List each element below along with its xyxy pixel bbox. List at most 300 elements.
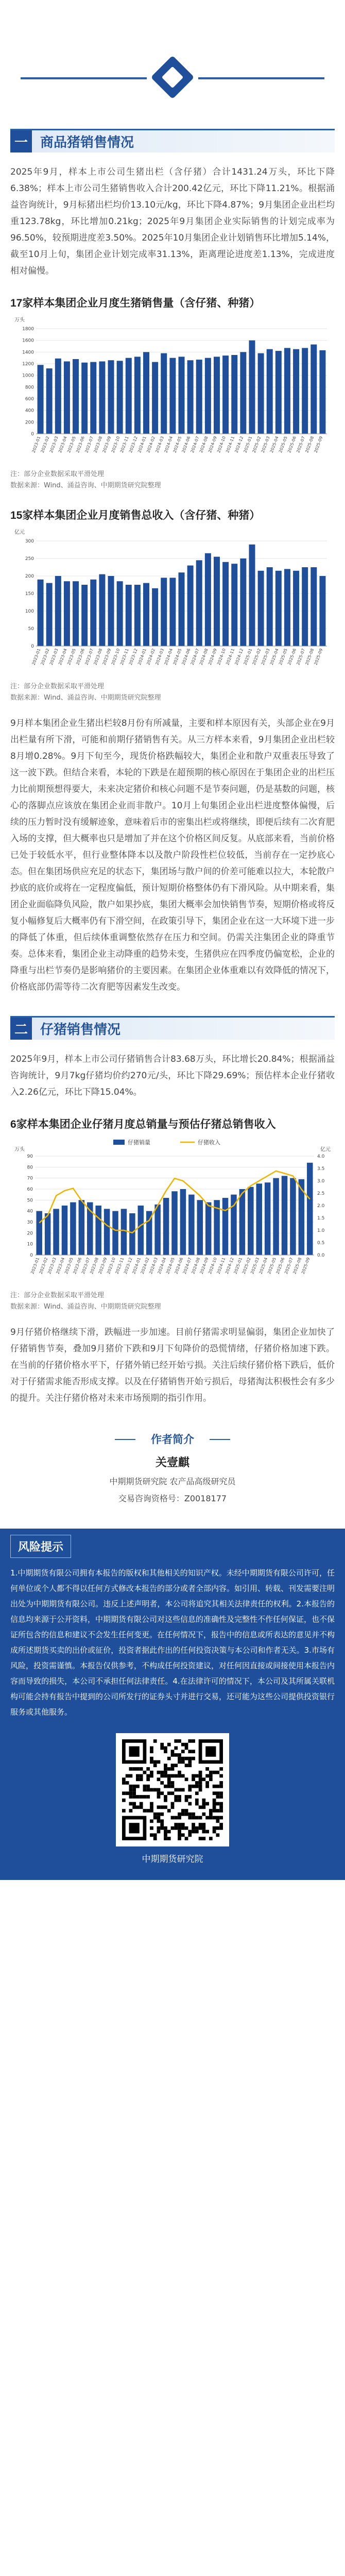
header-banner xyxy=(0,0,345,118)
qr-module xyxy=(132,1785,136,1788)
bar xyxy=(108,360,114,434)
y-tick-label: 800 xyxy=(25,385,34,391)
qr-module xyxy=(202,1826,205,1830)
qr-module xyxy=(213,1809,216,1812)
qr-module xyxy=(171,1753,175,1757)
bar xyxy=(205,358,211,434)
qr-module xyxy=(140,1795,143,1799)
qr-module xyxy=(171,1750,175,1753)
qr-module xyxy=(150,1819,153,1823)
bar xyxy=(99,574,105,646)
bar-volume xyxy=(222,1198,228,1255)
qr-module xyxy=(146,1788,150,1792)
x-tick-label: 2024-10 xyxy=(216,648,227,666)
bar xyxy=(126,585,132,646)
qr-module xyxy=(199,1837,202,1840)
qr-module xyxy=(136,1805,140,1809)
x-tick-label: 2024-02 xyxy=(146,435,157,454)
x-tick-label: 2024-07 xyxy=(189,648,200,666)
author-box xyxy=(0,1431,345,1504)
x-tick-label: 2025-01 xyxy=(243,435,253,454)
author-affiliation: 中期期货研究院 农产品高级研究员 xyxy=(109,1477,236,1486)
bar xyxy=(302,567,308,646)
qr-module xyxy=(178,1833,181,1837)
author-name: 关壹麒 xyxy=(155,1456,189,1469)
author-license: 交易咨询资格号：Z0018177 xyxy=(118,1494,227,1503)
x-tick-label: 2025-05 xyxy=(267,1257,277,1275)
qr-module xyxy=(167,1830,171,1834)
bar-volume xyxy=(197,1200,203,1255)
qr-module xyxy=(188,1812,192,1816)
bar xyxy=(46,368,53,434)
bar-volume xyxy=(205,1202,211,1255)
y-tick-label: 250 xyxy=(25,556,34,562)
x-tick-label: 2023-06 xyxy=(72,1257,83,1275)
bar-volume xyxy=(129,1213,135,1255)
qr-module xyxy=(178,1739,181,1743)
x-tick-label: 2025-09 xyxy=(313,648,324,666)
qr-module xyxy=(129,1809,133,1812)
bar-volume xyxy=(299,1179,304,1255)
bar xyxy=(143,352,149,434)
qr-module xyxy=(199,1774,202,1778)
section1-paragraph-1: 2025年9月，样本上市公司生猪出栏（含仔猪）合计1431.24万头，环比下降6.38%；样本上市公司生猪销售收入合计200.42亿元，环比下降11.21%。根据涌益咨询统计，9月标猪出栏均价13.10元/kg，环比下降4.87%；9月集团企业出栏均重123.78kg，环比增加0.21kg；2025年9月集团企业实际销售的计划完成率为96.50%，较预期进度差3.50%。2025年10月集团企业计划销售环比增加5.14%，截至10月上旬，集团企业计划完成率31.13%，距离理论进度差1.13%，完成进度相对偏慢。 xyxy=(10,167,335,276)
y2-tick-label: 1.0 xyxy=(317,1228,325,1233)
qr-code[interactable] xyxy=(116,1733,229,1846)
y2-tick-label: 1.5 xyxy=(317,1216,325,1221)
bar-volume xyxy=(290,1178,296,1255)
x-tick-label: 2023-09 xyxy=(101,648,112,666)
x-tick-label: 2025-01 xyxy=(233,1257,244,1275)
x-tick-label: 2025-05 xyxy=(278,648,288,666)
x-tick-label: 2023-12 xyxy=(128,435,139,454)
bar xyxy=(38,365,44,434)
qr-module xyxy=(178,1760,181,1764)
x-tick-label: 2024-07 xyxy=(189,435,200,454)
qr-module xyxy=(140,1777,143,1781)
qr-module xyxy=(185,1795,188,1799)
qr-module xyxy=(185,1812,188,1816)
qr-module xyxy=(213,1771,216,1774)
qr-module xyxy=(213,1816,216,1820)
qr-module xyxy=(164,1771,167,1774)
chart2-svg xyxy=(10,527,335,681)
qr-module xyxy=(143,1788,147,1792)
y-tick-label: 200 xyxy=(25,420,34,426)
qr-module xyxy=(178,1823,181,1826)
bar-volume xyxy=(154,1205,160,1255)
qr-module xyxy=(178,1837,181,1840)
qr-module xyxy=(199,1826,202,1830)
x-tick-label: 2024-05 xyxy=(165,1257,176,1275)
qr-module xyxy=(178,1826,181,1830)
qr-module xyxy=(132,1788,136,1792)
qr-module xyxy=(188,1816,192,1820)
x-tick-label: 2024-10 xyxy=(208,1257,218,1275)
bar xyxy=(55,576,61,646)
qr-module xyxy=(164,1830,167,1834)
section2-paragraph-1: 2025年9月，样本上市公司仔猪销售合计83.68万头，环比增长20.84%；根据涌益咨询统计，9月7kg仔猪均价约270元/头，环比下降29.69%；预估样本企业仔猪收入2.26亿元，环比下降15.04%。 xyxy=(10,1054,335,1097)
qr-module xyxy=(146,1777,150,1781)
y-tick-label: 0 xyxy=(31,644,34,649)
qr-module xyxy=(153,1833,157,1837)
x-tick-label: 2024-04 xyxy=(157,1257,167,1275)
bar xyxy=(319,576,325,646)
x-tick-label: 2023-01 xyxy=(31,648,42,666)
qr-module xyxy=(199,1788,202,1792)
x-tick-label: 2025-06 xyxy=(287,435,297,454)
bar xyxy=(267,349,273,434)
x-tick-label: 2023-11 xyxy=(119,648,130,666)
bar xyxy=(108,576,114,646)
qr-module xyxy=(209,1812,213,1816)
qr-module xyxy=(178,1774,181,1778)
qr-module xyxy=(192,1750,195,1753)
bar-volume xyxy=(265,1182,270,1255)
qr-module xyxy=(171,1781,175,1785)
qr-module xyxy=(153,1788,157,1792)
risk-disclosure xyxy=(0,1529,345,1880)
chart3-title: 6家样本集团企业仔猪月度总销量与预估仔猪总销售收入 xyxy=(10,1118,276,1130)
qr-module xyxy=(195,1774,199,1778)
qr-module xyxy=(181,1750,185,1753)
x-tick-label: 2024-01 xyxy=(137,648,147,666)
qr-module xyxy=(157,1771,161,1774)
x-tick-label: 2025-07 xyxy=(283,1257,294,1275)
bar xyxy=(179,572,185,646)
section2-number: 二 xyxy=(10,1018,32,1040)
bar xyxy=(222,355,229,434)
qr-module xyxy=(202,1805,205,1809)
qr-module xyxy=(129,1795,133,1799)
qr-module xyxy=(188,1833,192,1837)
qr-module xyxy=(160,1771,164,1774)
bar xyxy=(81,585,88,646)
qr-module xyxy=(122,1791,126,1795)
qr-module xyxy=(199,1777,202,1781)
qr-module xyxy=(129,1767,133,1771)
x-tick-label: 2025-06 xyxy=(275,1257,286,1275)
qr-module xyxy=(164,1774,167,1778)
chart1-source: 数据来源：Wind、涌益咨询、中期期货研究院整理 xyxy=(10,482,161,489)
chart2-block xyxy=(10,507,335,704)
qr-module xyxy=(129,1774,133,1778)
bar xyxy=(249,341,255,434)
qr-module xyxy=(129,1785,133,1788)
qr-module xyxy=(157,1830,161,1834)
y-tick-label: 100 xyxy=(25,609,34,614)
bar-volume xyxy=(79,1200,84,1255)
bar-volume xyxy=(62,1206,67,1255)
qr-module xyxy=(157,1788,161,1792)
bar xyxy=(293,349,299,434)
x-tick-label: 2023-05 xyxy=(63,1257,74,1275)
bar-volume xyxy=(112,1211,118,1255)
chart1-svg xyxy=(10,314,335,469)
x-tick-label: 2025-03 xyxy=(260,648,271,666)
qr-module xyxy=(213,1791,216,1795)
qr-module xyxy=(192,1812,195,1816)
x-tick-label: 2024-10 xyxy=(216,435,227,454)
x-tick-label: 2025-07 xyxy=(296,435,306,454)
qr-module xyxy=(160,1747,164,1750)
bar xyxy=(231,355,237,434)
bar xyxy=(205,553,211,646)
qr-module xyxy=(153,1764,157,1767)
x-tick-label: 2023-03 xyxy=(48,435,59,454)
qr-module xyxy=(153,1812,157,1816)
x-tick-label: 2025-04 xyxy=(258,1257,269,1275)
bar xyxy=(64,581,70,646)
y-tick-label: 40 xyxy=(27,1209,33,1214)
qr-module xyxy=(195,1791,199,1795)
qr-module xyxy=(178,1795,181,1799)
bar xyxy=(90,580,96,646)
qr-module xyxy=(132,1791,136,1795)
qr-module xyxy=(188,1785,192,1788)
bar xyxy=(46,583,53,646)
chart3-svg xyxy=(10,1136,335,1290)
qr-module xyxy=(178,1788,181,1792)
qr-module xyxy=(157,1795,161,1799)
qr-code-icon xyxy=(122,1739,223,1840)
x-tick-label: 2023-11 xyxy=(119,435,130,454)
bar xyxy=(231,564,237,646)
chart3-source: 数据来源：Wind、涌益咨询、中期期货研究院整理 xyxy=(10,1303,161,1311)
bar xyxy=(161,353,167,434)
qr-module xyxy=(185,1764,188,1767)
bar-volume xyxy=(282,1176,287,1255)
chart2-title: 15家样本集团企业月度销售总收入（含仔猪、种猪） xyxy=(10,510,261,521)
qr-module xyxy=(202,1830,205,1834)
x-tick-label: 2024-04 xyxy=(163,648,174,666)
x-tick-label: 2023-11 xyxy=(114,1257,125,1275)
y2-tick-label: 3.0 xyxy=(317,1179,325,1184)
y-tick-label: 0 xyxy=(31,432,34,437)
qr-module xyxy=(192,1739,195,1743)
x-tick-label: 2023-04 xyxy=(55,1257,66,1275)
qr-module xyxy=(146,1767,150,1771)
qr-module xyxy=(174,1816,178,1820)
x-tick-label: 2025-02 xyxy=(251,435,262,454)
qr-module xyxy=(178,1830,181,1834)
bar-volume xyxy=(180,1189,186,1255)
bar-volume xyxy=(163,1198,169,1255)
qr-module xyxy=(129,1788,133,1792)
x-tick-label: 2023-12 xyxy=(128,648,139,666)
qr-module xyxy=(150,1747,153,1750)
qr-module xyxy=(205,1830,209,1834)
qr-module xyxy=(132,1767,136,1771)
qr-module xyxy=(167,1774,171,1778)
bar xyxy=(196,360,202,434)
qr-module xyxy=(171,1764,175,1767)
x-tick-label: 2024-11 xyxy=(225,648,236,666)
bar xyxy=(284,569,290,646)
qr-module xyxy=(192,1777,195,1781)
x-tick-label: 2023-08 xyxy=(93,648,104,666)
bar xyxy=(152,588,158,646)
bar-volume xyxy=(188,1195,194,1255)
qr-module xyxy=(192,1757,195,1760)
qr-module xyxy=(140,1767,143,1771)
qr-module xyxy=(140,1802,143,1806)
x-tick-label: 2025-02 xyxy=(251,648,262,666)
bar xyxy=(64,361,70,434)
qr-module xyxy=(192,1830,195,1834)
bar xyxy=(73,359,79,434)
y2-tick-label: 4.0 xyxy=(317,1154,325,1159)
bar xyxy=(196,560,202,646)
qr-module xyxy=(150,1788,153,1792)
qr-module xyxy=(171,1785,175,1788)
qr-module xyxy=(202,1837,205,1840)
bar xyxy=(55,359,61,434)
qr-module xyxy=(219,1767,223,1771)
bar-volume xyxy=(239,1189,245,1255)
x-tick-label: 2025-08 xyxy=(304,435,315,454)
qr-module xyxy=(216,1816,219,1820)
bar xyxy=(310,567,317,646)
y-tick-label: 1600 xyxy=(22,338,34,344)
legend-volume-swatch xyxy=(113,1140,125,1145)
qr-module xyxy=(216,1771,219,1774)
qr-module xyxy=(157,1791,161,1795)
qr-module xyxy=(171,1767,175,1771)
qr-module xyxy=(188,1802,192,1806)
qr-module xyxy=(174,1823,178,1826)
bar xyxy=(240,352,246,434)
x-tick-label: 2024-06 xyxy=(181,648,192,666)
qr-module xyxy=(185,1826,188,1830)
qr-module xyxy=(143,1795,147,1799)
qr-module xyxy=(205,1767,209,1771)
bar xyxy=(302,348,308,434)
x-tick-label: 2025-09 xyxy=(313,435,324,454)
x-tick-label: 2025-09 xyxy=(300,1257,311,1275)
qr-module xyxy=(181,1833,185,1837)
bar xyxy=(161,578,167,646)
bar xyxy=(214,357,220,434)
qr-module xyxy=(174,1799,178,1802)
qr-module xyxy=(185,1837,188,1840)
qr-module xyxy=(136,1795,140,1799)
y-tick-label: 10 xyxy=(27,1242,33,1247)
qr-module xyxy=(209,1777,213,1781)
qr-module xyxy=(199,1816,202,1820)
qr-module xyxy=(188,1739,192,1743)
bar xyxy=(249,545,255,646)
qr-module xyxy=(205,1774,209,1778)
y-tick-label: 80 xyxy=(27,1165,33,1171)
qr-module xyxy=(174,1788,178,1792)
y-tick-label: 600 xyxy=(25,397,34,402)
qr-module xyxy=(181,1774,185,1778)
qr-module xyxy=(178,1816,181,1820)
x-tick-label: 2024-02 xyxy=(140,1257,150,1275)
qr-module xyxy=(150,1805,153,1809)
y-unit-label: 亿元 xyxy=(14,530,25,535)
qr-module xyxy=(171,1774,175,1778)
chart3-note: 注：部分企业数据采取平滑处理 xyxy=(10,1292,105,1299)
x-tick-label: 2024-01 xyxy=(131,1257,142,1275)
qr-module xyxy=(205,1781,209,1785)
qr-module xyxy=(178,1753,181,1757)
qr-module xyxy=(171,1805,175,1809)
qr-module xyxy=(150,1760,153,1764)
x-tick-label: 2023-01 xyxy=(30,1257,41,1275)
y2-tick-label: 2.0 xyxy=(317,1204,325,1209)
x-tick-label: 2024-09 xyxy=(207,435,218,454)
qr-module xyxy=(146,1809,150,1812)
qr-module xyxy=(219,1781,223,1785)
x-tick-label: 2023-02 xyxy=(38,1257,49,1275)
qr-module xyxy=(160,1774,164,1778)
x-tick-label: 2023-04 xyxy=(57,648,68,666)
qr-module xyxy=(122,1777,126,1781)
qr-module xyxy=(157,1826,161,1830)
qr-module xyxy=(160,1819,164,1823)
y-tick-label: 50 xyxy=(27,1198,33,1204)
bar xyxy=(284,348,290,434)
qr-module xyxy=(181,1743,185,1747)
qr-module xyxy=(146,1795,150,1799)
section1-number: 一 xyxy=(10,130,32,152)
qr-module xyxy=(192,1785,195,1788)
x-tick-label: 2025-06 xyxy=(287,648,297,666)
bar-volume xyxy=(273,1178,279,1255)
x-tick-label: 2023-03 xyxy=(48,648,59,666)
qr-module xyxy=(132,1805,136,1809)
qr-module xyxy=(132,1795,136,1799)
x-tick-label: 2023-02 xyxy=(40,435,50,454)
x-tick-label: 2025-02 xyxy=(241,1257,252,1275)
qr-module xyxy=(160,1791,164,1795)
qr-module xyxy=(216,1819,219,1823)
qr-module xyxy=(209,1809,213,1812)
qr-module xyxy=(164,1750,167,1753)
qr-module xyxy=(216,1809,219,1812)
qr-module xyxy=(136,1774,140,1778)
qr-module xyxy=(213,1826,216,1830)
bar xyxy=(293,571,299,646)
qr-module xyxy=(178,1812,181,1816)
bar xyxy=(179,357,185,434)
chart2-source: 数据来源：Wind、涌益咨询、中期期货研究院整理 xyxy=(10,694,161,702)
qr-module xyxy=(174,1764,178,1767)
qr-module xyxy=(160,1826,164,1830)
qr-module xyxy=(164,1833,167,1837)
qr-module xyxy=(150,1774,153,1778)
qr-module xyxy=(164,1826,167,1830)
bar xyxy=(126,358,132,434)
x-tick-label: 2023-05 xyxy=(66,648,77,666)
qr-module xyxy=(136,1767,140,1771)
x-tick-label: 2023-03 xyxy=(47,1257,57,1275)
qr-module xyxy=(192,1774,195,1778)
bar xyxy=(310,345,317,434)
bar xyxy=(169,358,176,434)
x-tick-label: 2023-07 xyxy=(84,648,95,666)
x-tick-label: 2025-05 xyxy=(278,435,288,454)
qr-module xyxy=(185,1809,188,1812)
qr-module xyxy=(181,1757,185,1760)
qr-module xyxy=(150,1833,153,1837)
qr-module xyxy=(174,1753,178,1757)
x-tick-label: 2023-07 xyxy=(80,1257,91,1275)
bar xyxy=(143,583,149,646)
x-tick-label: 2025-01 xyxy=(243,648,253,666)
